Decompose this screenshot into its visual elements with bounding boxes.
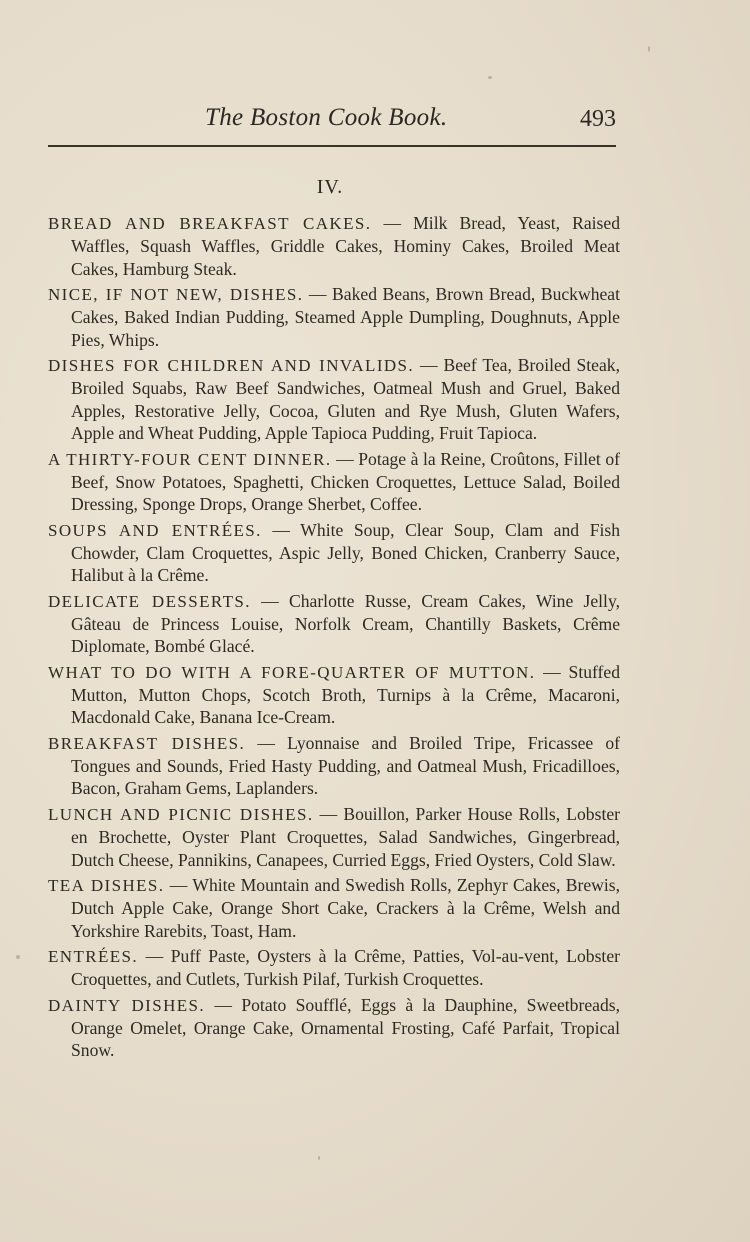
page-number: 493 (580, 106, 616, 132)
menu-entry: NICE, IF NOT NEW, DISHES. — Baked Beans, Brown Bread, Buckwheat Cakes, Baked Indian Pudding, Steamed Apple Dumpling, Doughnuts, Apple Pies, Whips. (48, 284, 620, 350)
menu-entry: ENTRÉES. — Puff Paste, Oysters à la Crême, Patties, Vol-au-vent, Lobster Croquettes, and Cutlets, Turkish Pilaf, Turkish Croquettes. (48, 946, 620, 990)
entry-text: Milk Bread, Yeast, Raised Waffles, Squash Waffles, Griddle Cakes, Hominy Cakes, Broiled Meat Cakes, Hamburg Steak. (71, 213, 620, 279)
paper-speck (488, 76, 492, 79)
menu-entry: DELICATE DESSERTS. — Charlotte Russe, Cream Cakes, Wine Jelly, Gâteau de Princess Louise, Norfolk Cream, Chantilly Baskets, Crême Diplomate, Bombé Glacé. (48, 590, 620, 657)
paper-speck (318, 1156, 320, 1160)
entry-heading: LUNCH AND PICNIC DISHES. (48, 804, 314, 824)
entry-text: Baked Beans, Brown Bread, Buckwheat Cakes, Baked Indian Pudding, Steamed Apple Dumpling, Doughnuts, Apple Pies, Whips. (71, 284, 620, 350)
entry-heading: BREAKFAST DISHES. (48, 733, 246, 753)
menu-entry: SOUPS AND ENTRÉES. — White Soup, Clear Soup, Clam and Fish Chowder, Clam Croquettes, Aspic Jelly, Boned Chicken, Cranberry Sauce, Halibut à la Crême. (48, 519, 621, 586)
menu-entry: DAINTY DISHES. — Potato Soufflé, Eggs à la Dauphine, Sweetbreads, Orange Omelet, Orange Cake, Ornamental Frosting, Café Parfait, Tropical Snow. (48, 994, 620, 1061)
menu-entries (48, 212, 620, 1065)
header-rule (48, 145, 616, 147)
section-numeral: IV. (316, 176, 344, 198)
entry-text: White Mountain and Swedish Rolls, Zephyr Cakes, Brewis, Dutch Apple Cake, Orange Short Cake, Crackers à la Crême, Welsh and Yorkshire Rarebits, Toast, Ham. (71, 875, 620, 941)
menu-entry: BREAD AND BREAKFAST CAKES. — Milk Bread, Yeast, Raised Waffles, Squash Waffles, Griddle Cakes, Hominy Cakes, Broiled Meat Cakes, Hamburg Steak. (48, 213, 620, 279)
paper-speck (16, 955, 20, 959)
menu-entry: DISHES FOR CHILDREN AND INVALIDS. — Beef Tea, Broiled Steak, Broiled Squabs, Raw Beef Sandwiches, Oatmeal Mush and Gruel, Baked Apples, Restorative Jelly, Cocoa, Gluten and Rye Mush, Gluten Wafers, Apple and Wheat Pudding, Apple Tapioca Pudding, Fruit Tapioca. (48, 355, 620, 444)
entry-heading: A THIRTY-FOUR CENT DINNER. (48, 449, 332, 469)
menu-entry: BREAKFAST DISHES. — Lyonnaise and Broiled Tripe, Fricassee of Tongues and Sounds, Fried Hasty Pudding, and Oatmeal Mush, Fricadilloes, Bacon, Graham Gems, Laplanders. (48, 732, 620, 799)
page-header (48, 104, 616, 138)
menu-entry: LUNCH AND PICNIC DISHES. — Bouillon, Parker House Rolls, Lobster en Brochette, Oyster Plant Croquettes, Salad Sandwiches, Gingerbread, Dutch Cheese, Pannikins, Canapees, Curried Eggs, Fried Oysters, Cold Slaw. (48, 803, 621, 870)
entry-heading: DAINTY DISHES. (48, 995, 206, 1015)
entry-heading: DISHES FOR CHILDREN AND INVALIDS. (48, 356, 415, 376)
entry-text: Bouillon, Parker House Rolls, Lobster en Brochette, Oyster Plant Croquettes, Salad Sandwiches, Gingerbread, Dutch Cheese, Pannikins, Canapees, Curried Eggs, Fried Oysters, Cold Slaw. (71, 803, 621, 870)
entry-heading: SOUPS AND ENTRÉES. (48, 520, 262, 540)
running-title: The Boston Cook Book. (205, 104, 448, 131)
entry-heading: BREAD AND BREAKFAST CAKES. (48, 214, 372, 233)
entry-text: Charlotte Russe, Cream Cakes, Wine Jelly, Gâteau de Princess Louise, Norfolk Cream, Chantilly Baskets, Crême Diplomate, Bombé Glacé. (71, 590, 620, 657)
paper-speck (648, 46, 650, 52)
menu-entry: WHAT TO DO WITH A FORE-QUARTER OF MUTTON. — Stuffed Mutton, Mutton Chops, Scotch Broth, Turnips à la Crême, Macaroni, Macdonald Cake, Banana Ice-Cream. (48, 661, 621, 728)
entry-heading: DELICATE DESSERTS. (48, 591, 251, 611)
entry-text: Lyonnaise and Broiled Tripe, Fricassee of Tongues and Sounds, Fried Hasty Pudding, and Oatmeal Mush, Fricadilloes, Bacon, Graham Gems, Laplanders. (71, 732, 620, 799)
entry-heading: TEA DISHES. (48, 876, 165, 895)
entry-text: Beef Tea, Broiled Steak, Broiled Squabs, Raw Beef Sandwiches, Oatmeal Mush and Gruel, Baked Apples, Restorative Jelly, Cocoa, Gluten and Rye Mush, Gluten Wafers, Apple and Wheat Pudding, Apple Tapioca Pudding, Fruit Tapioca. (71, 355, 620, 444)
entry-text: White Soup, Clear Soup, Clam and Fish Chowder, Clam Croquettes, Aspic Jelly, Boned Chicken, Cranberry Sauce, Halibut à la Crême. (71, 519, 621, 586)
entry-heading: ENTRÉES. (48, 947, 139, 967)
entry-text: Puff Paste, Oysters à la Crême, Patties, Vol-au-vent, Lobster Croquettes, and Cutlets, Turkish Pilaf, Turkish Croquettes. (71, 946, 620, 990)
entry-text: Stuffed Mutton, Mutton Chops, Scotch Broth, Turnips à la Crême, Macaroni, Macdonald Cake, Banana Ice-Cream. (71, 661, 621, 728)
menu-entry: TEA DISHES. — White Mountain and Swedish Rolls, Zephyr Cakes, Brewis, Dutch Apple Cake, Orange Short Cake, Crackers à la Crême, Welsh and Yorkshire Rarebits, Toast, Ham. (48, 875, 620, 941)
entry-heading: WHAT TO DO WITH A FORE-QUARTER OF MUTTON. (48, 662, 536, 682)
menu-entry: A THIRTY-FOUR CENT DINNER. — Potage à la Reine, Croûtons, Fillet of Beef, Snow Potatoes, Spaghetti, Chicken Croquettes, Lettuce Salad, Boiled Dressing, Sponge Drops, Orange Sherbet, Coffee. (48, 448, 620, 515)
entry-heading: NICE, IF NOT NEW, DISHES. (48, 285, 304, 305)
entry-text: Potage à la Reine, Croûtons, Fillet of Beef, Snow Potatoes, Spaghetti, Chicken Croquettes, Lettuce Salad, Boiled Dressing, Sponge Drops, Orange Sherbet, Coffee. (71, 448, 620, 515)
entry-text: Potato Soufflé, Eggs à la Dauphine, Sweetbreads, Orange Omelet, Orange Cake, Ornamental Frosting, Café Parfait, Tropical Snow. (71, 994, 620, 1061)
